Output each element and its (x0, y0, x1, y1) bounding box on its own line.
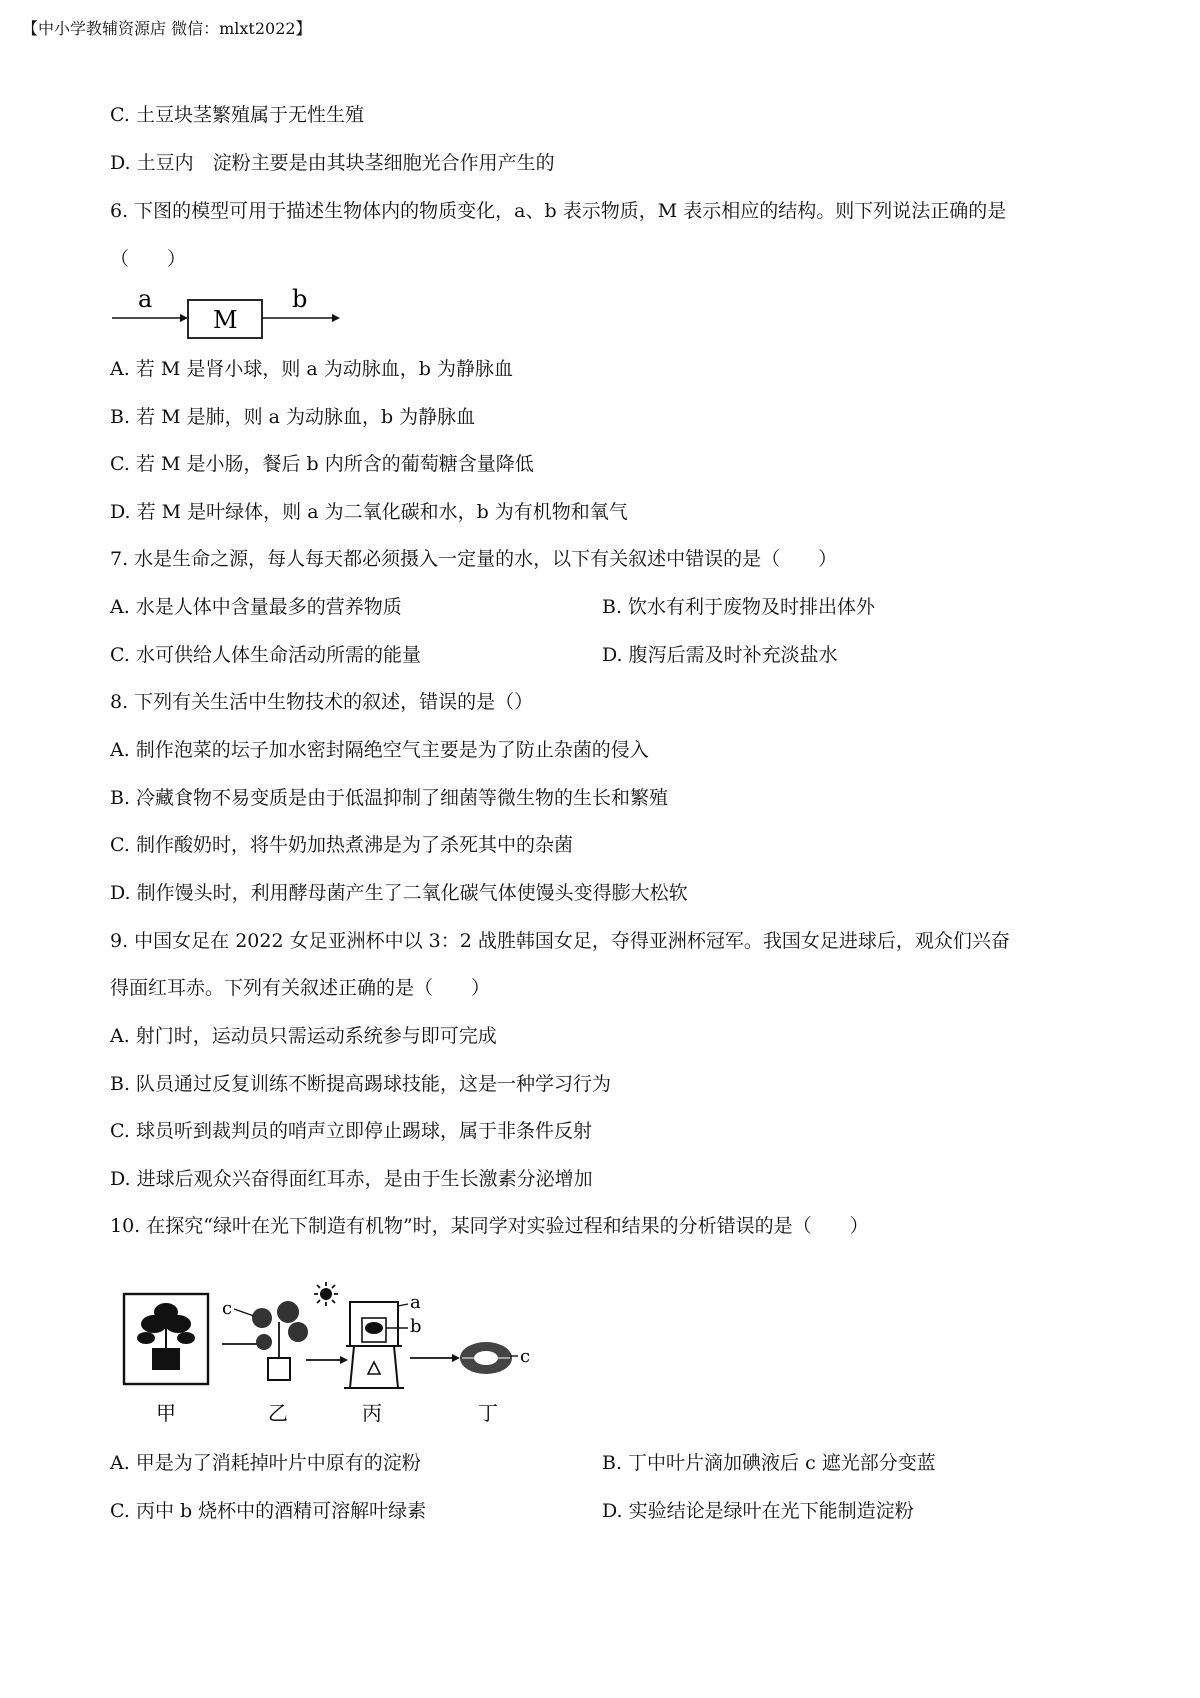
q9-option-b: B. 队员通过反复训练不断提高踢球技能，这是一种学习行为 (110, 1073, 612, 1095)
q10-option-d: D. 实验结论是绿叶在光下能制造淀粉 (602, 1500, 914, 1522)
label-jia: 甲 (156, 1401, 176, 1425)
q7-option-a: A. 水是人体中含量最多的营养物质 (110, 596, 402, 618)
q10-option-a: A. 甲是为了消耗掉叶片中原有的淀粉 (110, 1452, 421, 1474)
q6-stem-paren: （ ） (110, 248, 187, 270)
callout-b-beaker: b (410, 1316, 422, 1337)
q6-model-diagram (110, 284, 350, 344)
q7-option-d: D. 腹泻后需及时补充淡盐水 (602, 644, 838, 666)
arrow-b-head (332, 314, 340, 322)
q6-option-b: B. 若 M 是肺，则 a 为动脉血，b 为静脉血 (110, 406, 476, 428)
arrow-3-head (452, 1354, 460, 1362)
step-yi-plant-in-light (252, 1282, 338, 1380)
q10-option-c: C. 丙中 b 烧杯中的酒精可溶解叶绿素 (110, 1500, 427, 1522)
q7-option-c: C. 水可供给人体生命活动所需的能量 (110, 644, 421, 666)
q9-option-a: A. 射门时，运动员只需运动系统参与即可完成 (110, 1025, 497, 1047)
step-jia-dark-box (124, 1294, 208, 1384)
q7-option-b: B. 饮水有利于废物及时排出体外 (602, 596, 876, 618)
label-a: a (138, 285, 153, 313)
arrow-2-head (340, 1356, 348, 1364)
callout-c-leaf-stained: c (520, 1346, 531, 1367)
q9-option-d: D. 进球后观众兴奋得面红耳赤，是由于生长激素分泌增加 (110, 1168, 593, 1190)
q10-experiment-figure (110, 1262, 590, 1432)
callout-a-beaker: a (410, 1292, 421, 1313)
q8-option-b: B. 冷藏食物不易变质是由于低温抑制了细菌等微生物的生长和繁殖 (110, 787, 669, 809)
label-yi: 乙 (268, 1401, 288, 1425)
label-bing: 丙 (362, 1401, 382, 1425)
q6-stem: 6. 下图的模型可用于描述生物体内的物质变化，a、b 表示物质，M 表示相应的结构。则下列说法正确的是 (110, 200, 1007, 222)
q8-option-c: C. 制作酸奶时，将牛奶加热煮沸是为了杀死其中的杂菌 (110, 834, 573, 856)
label-m: M (213, 306, 238, 334)
step-ding-iodine-leaf (460, 1342, 512, 1374)
label-b: b (292, 285, 308, 313)
q10-option-b: B. 丁中叶片滴加碘液后 c 遮光部分变蓝 (602, 1452, 936, 1474)
label-ding: 丁 (478, 1401, 498, 1425)
q9-option-c: C. 球员听到裁判员的哨声立即停止踢球，属于非条件反射 (110, 1120, 592, 1142)
q9-stem: 9. 中国女足在 2022 女足亚洲杯中以 3：2 战胜韩国女足，夺得亚洲杯冠军。我国女足进球后，观众们兴奋 (110, 930, 1010, 952)
q9-stem-cont: 得面红耳赤。下列有关叙述正确的是（ ） (110, 977, 491, 999)
q8-option-a: A. 制作泡菜的坛子加水密封隔绝空气主要是为了防止杂菌的侵入 (110, 739, 649, 761)
q8-option-d: D. 制作馒头时，利用酵母菌产生了二氧化碳气体使馒头变得膨大松软 (110, 882, 688, 904)
step-bing-water-bath (344, 1302, 404, 1388)
q6-option-c: C. 若 M 是小肠，餐后 b 内所含的葡萄糖含量降低 (110, 453, 534, 475)
q10-stem: 10. 在探究“绿叶在光下制造有机物”时，某同学对实验过程和结果的分析错误的是（ ） (110, 1215, 869, 1237)
q5-option-c: C. 土豆块茎繁殖属于无性生殖 (110, 104, 364, 126)
q5-option-d: D. 土豆内 淀粉主要是由其块茎细胞光合作用产生的 (110, 152, 555, 174)
arrow-a-head (180, 314, 188, 322)
q7-stem: 7. 水是生命之源，每人每天都必须摄入一定量的水，以下有关叙述中错误的是（ ） (110, 548, 838, 570)
watermark-header: 【中小学教辅资源店 微信：mlxt2022】 (22, 19, 312, 38)
q6-option-a: A. 若 M 是肾小球，则 a 为动脉血，b 为静脉血 (110, 358, 513, 380)
q6-option-d: D. 若 M 是叶绿体，则 a 为二氧化碳和水，b 为有机物和氧气 (110, 501, 628, 523)
callout-c-leaf: c (222, 1298, 233, 1319)
q8-stem: 8. 下列有关生活中生物技术的叙述，错误的是（） (110, 691, 534, 713)
